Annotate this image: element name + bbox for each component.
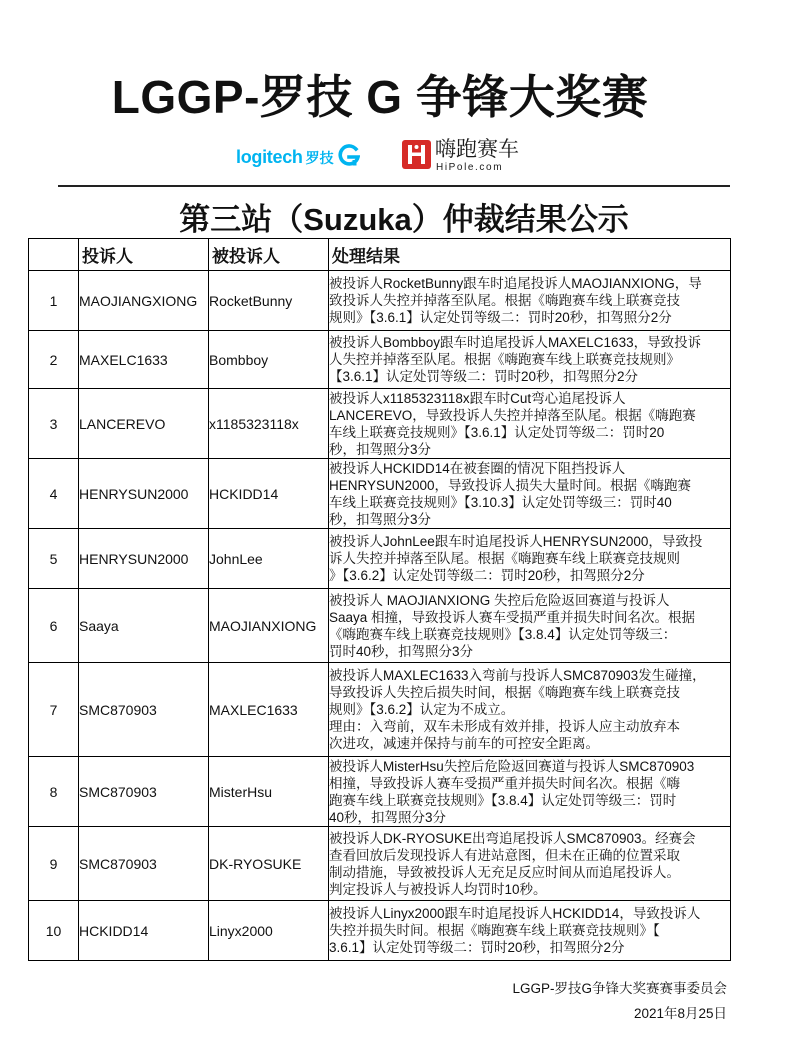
result-line: 被投诉人MAXLEC1633入弯前与投诉人SMC870903发生碰撞，	[329, 668, 706, 683]
result-line: Saaya 相撞，导致投诉人赛车受损严重并损失时间名次。根据	[329, 609, 696, 625]
hipole-chinese-name: 嗨跑赛车	[435, 138, 519, 161]
accused-cell: MAOJIANXIONG	[209, 589, 329, 663]
result-line: 【3.6.1】认定处罚等级二：罚时20秒，扣驾照分2分	[329, 369, 639, 384]
row-number: 5	[29, 529, 79, 589]
table-header-row	[29, 239, 731, 271]
header-accused: 被投诉人	[209, 239, 329, 271]
accused-cell: DK-RYOSUKE	[209, 827, 329, 901]
row-number: 6	[29, 589, 79, 663]
result-line: 查看回放后发现投诉人有进站意图，但未在正确的位置采取	[329, 847, 680, 863]
row-number: 10	[29, 901, 79, 961]
result-cell	[329, 529, 731, 589]
result-line: 失控并损失时间。根据《嗨跑赛车线上联赛竞技规则》【	[329, 923, 660, 938]
result-line: 《嗨跑赛车线上联赛竞技规则》【3.8.4】认定处罚等级三：	[329, 626, 677, 642]
result-line: 导致投诉人失控后损失时间，根据《嗨跑赛车线上联赛竞技	[329, 685, 680, 700]
row-number: 3	[29, 389, 79, 459]
row-number: 4	[29, 459, 79, 529]
result-line: 40秒，扣驾照分3分	[329, 809, 447, 825]
complainant-cell: SMC870903	[79, 757, 209, 827]
result-line: 理由：入弯前，双车未形成有效并排，投诉人应主动放弃本	[329, 719, 680, 734]
complainant-cell: MAOJIANGXIONG	[79, 271, 209, 331]
result-line: 车线上联赛竞技规则》【3.6.1】认定处罚等级二：罚时20	[329, 424, 665, 440]
result-cell	[329, 459, 731, 529]
table-row	[29, 757, 731, 827]
result-cell	[329, 589, 731, 663]
row-number: 2	[29, 331, 79, 389]
logitech-wordmark: logitech	[236, 147, 303, 167]
result-line: 制动措施，导致被投诉人无充足反应时间从而追尾投诉人。	[329, 864, 680, 880]
result-line: 秒，扣驾照分3分	[329, 511, 432, 527]
result-line: 致投诉人失控并掉落至队尾。根据《嗨跑赛车线上联赛竞技	[329, 293, 680, 308]
arbitration-results-table	[28, 238, 731, 961]
result-line: 被投诉人JohnLee跟车时追尾投诉人HENRYSUN2000，导致投	[329, 534, 703, 549]
header-complainant: 投诉人	[79, 239, 209, 271]
accused-cell: MisterHsu	[209, 757, 329, 827]
result-line: LANCEREVO，导致投诉人失控并掉落至队尾。根据《嗨跑赛	[329, 407, 696, 423]
row-number: 8	[29, 757, 79, 827]
header-number	[29, 239, 79, 271]
accused-cell: JohnLee	[209, 529, 329, 589]
accused-cell: Bombboy	[209, 331, 329, 389]
header-divider	[58, 185, 730, 187]
table-row	[29, 271, 731, 331]
row-number: 1	[29, 271, 79, 331]
result-cell	[329, 663, 731, 757]
hipole-url: HiPole.com	[436, 162, 504, 173]
complainant-cell: LANCEREVO	[79, 389, 209, 459]
result-line: 人失控并掉落至队尾。根据《嗨跑赛车线上联赛竞技规则》	[329, 352, 680, 367]
complainant-cell: MAXELC1633	[79, 331, 209, 389]
document-title: LGGP-罗技 G 争锋大奖赛	[111, 71, 649, 123]
result-line: 被投诉人HCKIDD14在被套圈的情况下阻挡投诉人	[329, 460, 626, 476]
table-row	[29, 589, 731, 663]
sponsor-logos	[0, 138, 790, 174]
complainant-cell: HENRYSUN2000	[79, 459, 209, 529]
table-row	[29, 827, 731, 901]
result-line: 罚时40秒，扣驾照分3分	[329, 643, 474, 659]
result-line: 被投诉人x1185323118x跟车时Cut弯心追尾投诉人	[329, 390, 626, 406]
complainant-cell: HENRYSUN2000	[79, 529, 209, 589]
accused-cell: RocketBunny	[209, 271, 329, 331]
result-line: 诉人失控并掉落至队尾。根据《嗨跑赛车线上联赛竞技规则	[329, 551, 680, 566]
result-cell	[329, 827, 731, 901]
accused-cell: x1185323118x	[209, 389, 329, 459]
hipole-logo-icon	[402, 140, 431, 174]
logitech-logo	[236, 144, 360, 170]
header-result: 处理结果	[329, 239, 731, 271]
accused-cell: MAXLEC1633	[209, 663, 329, 757]
result-line: 3.6.1】认定处罚等级二：罚时20秒，扣驾照分2分	[329, 940, 625, 955]
result-cell	[329, 331, 731, 389]
table-row	[29, 331, 731, 389]
result-line: 被投诉人 MAOJIANXIONG 失控后危险返回赛道与投诉人	[329, 592, 670, 608]
table-row	[29, 459, 731, 529]
complainant-cell: Saaya	[79, 589, 209, 663]
result-line: 被投诉人Linyx2000跟车时追尾投诉人HCKIDD14，导致投诉人	[329, 906, 701, 921]
row-number: 7	[29, 663, 79, 757]
result-line: 秒，扣驾照分3分	[329, 441, 432, 457]
logitech-g-icon	[338, 144, 360, 171]
result-line: 相撞，导致投诉人赛车受损严重并损失时间名次。根据《嗨	[329, 775, 680, 791]
result-line: 被投诉人MisterHsu失控后危险返回赛道与投诉人SMC870903	[329, 758, 695, 774]
table-row	[29, 663, 731, 757]
table-body	[29, 271, 731, 961]
result-line: 被投诉人DK-RYOSUKE出弯追尾投诉人SMC870903。经赛会	[329, 830, 696, 846]
result-cell	[329, 271, 731, 331]
table-row	[29, 529, 731, 589]
complainant-cell: SMC870903	[79, 663, 209, 757]
result-line: 判定投诉人与被投诉人均罚时10秒。	[329, 881, 547, 897]
result-line: 被投诉人Bombboy跟车时追尾投诉人MAXELC1633，导致投诉	[329, 335, 702, 350]
result-line: 规则》【3.6.1】认定处罚等级二：罚时20秒，扣驾照分2分	[329, 310, 672, 325]
result-line: 车线上联赛竞技规则》【3.10.3】认定处罚等级三：罚时40	[329, 494, 672, 510]
table-row	[29, 389, 731, 459]
footer-committee: LGGP-罗技G争锋大奖赛赛事委员会	[512, 981, 727, 996]
document-subtitle: 第三站（Suzuka）仲裁结果公示	[179, 202, 629, 237]
complainant-cell: SMC870903	[79, 827, 209, 901]
result-cell	[329, 757, 731, 827]
row-number: 9	[29, 827, 79, 901]
result-cell	[329, 389, 731, 459]
result-line: HENRYSUN2000，导致投诉人损失大量时间。根据《嗨跑赛	[329, 477, 692, 493]
result-line: 次进攻，减速并保持与前车的可控安全距离。	[329, 736, 599, 751]
result-line: 》【3.6.2】认定处罚等级二：罚时20秒，扣驾照分2分	[329, 568, 645, 583]
footer-date: 2021年8月25日	[633, 1006, 727, 1021]
table-row	[29, 901, 731, 961]
result-line: 跑赛车线上联赛竞技规则》【3.8.4】认定处罚等级三：罚时	[329, 792, 677, 808]
result-line: 被投诉人RocketBunny跟车时追尾投诉人MAOJIANXIONG，导	[329, 276, 702, 291]
complainant-cell: HCKIDD14	[79, 901, 209, 961]
result-cell	[329, 901, 731, 961]
logitech-chinese-name: 罗技	[305, 149, 334, 166]
accused-cell: Linyx2000	[209, 901, 329, 961]
accused-cell: HCKIDD14	[209, 459, 329, 529]
result-line: 规则》【3.6.2】认定为不成立。	[329, 702, 515, 717]
